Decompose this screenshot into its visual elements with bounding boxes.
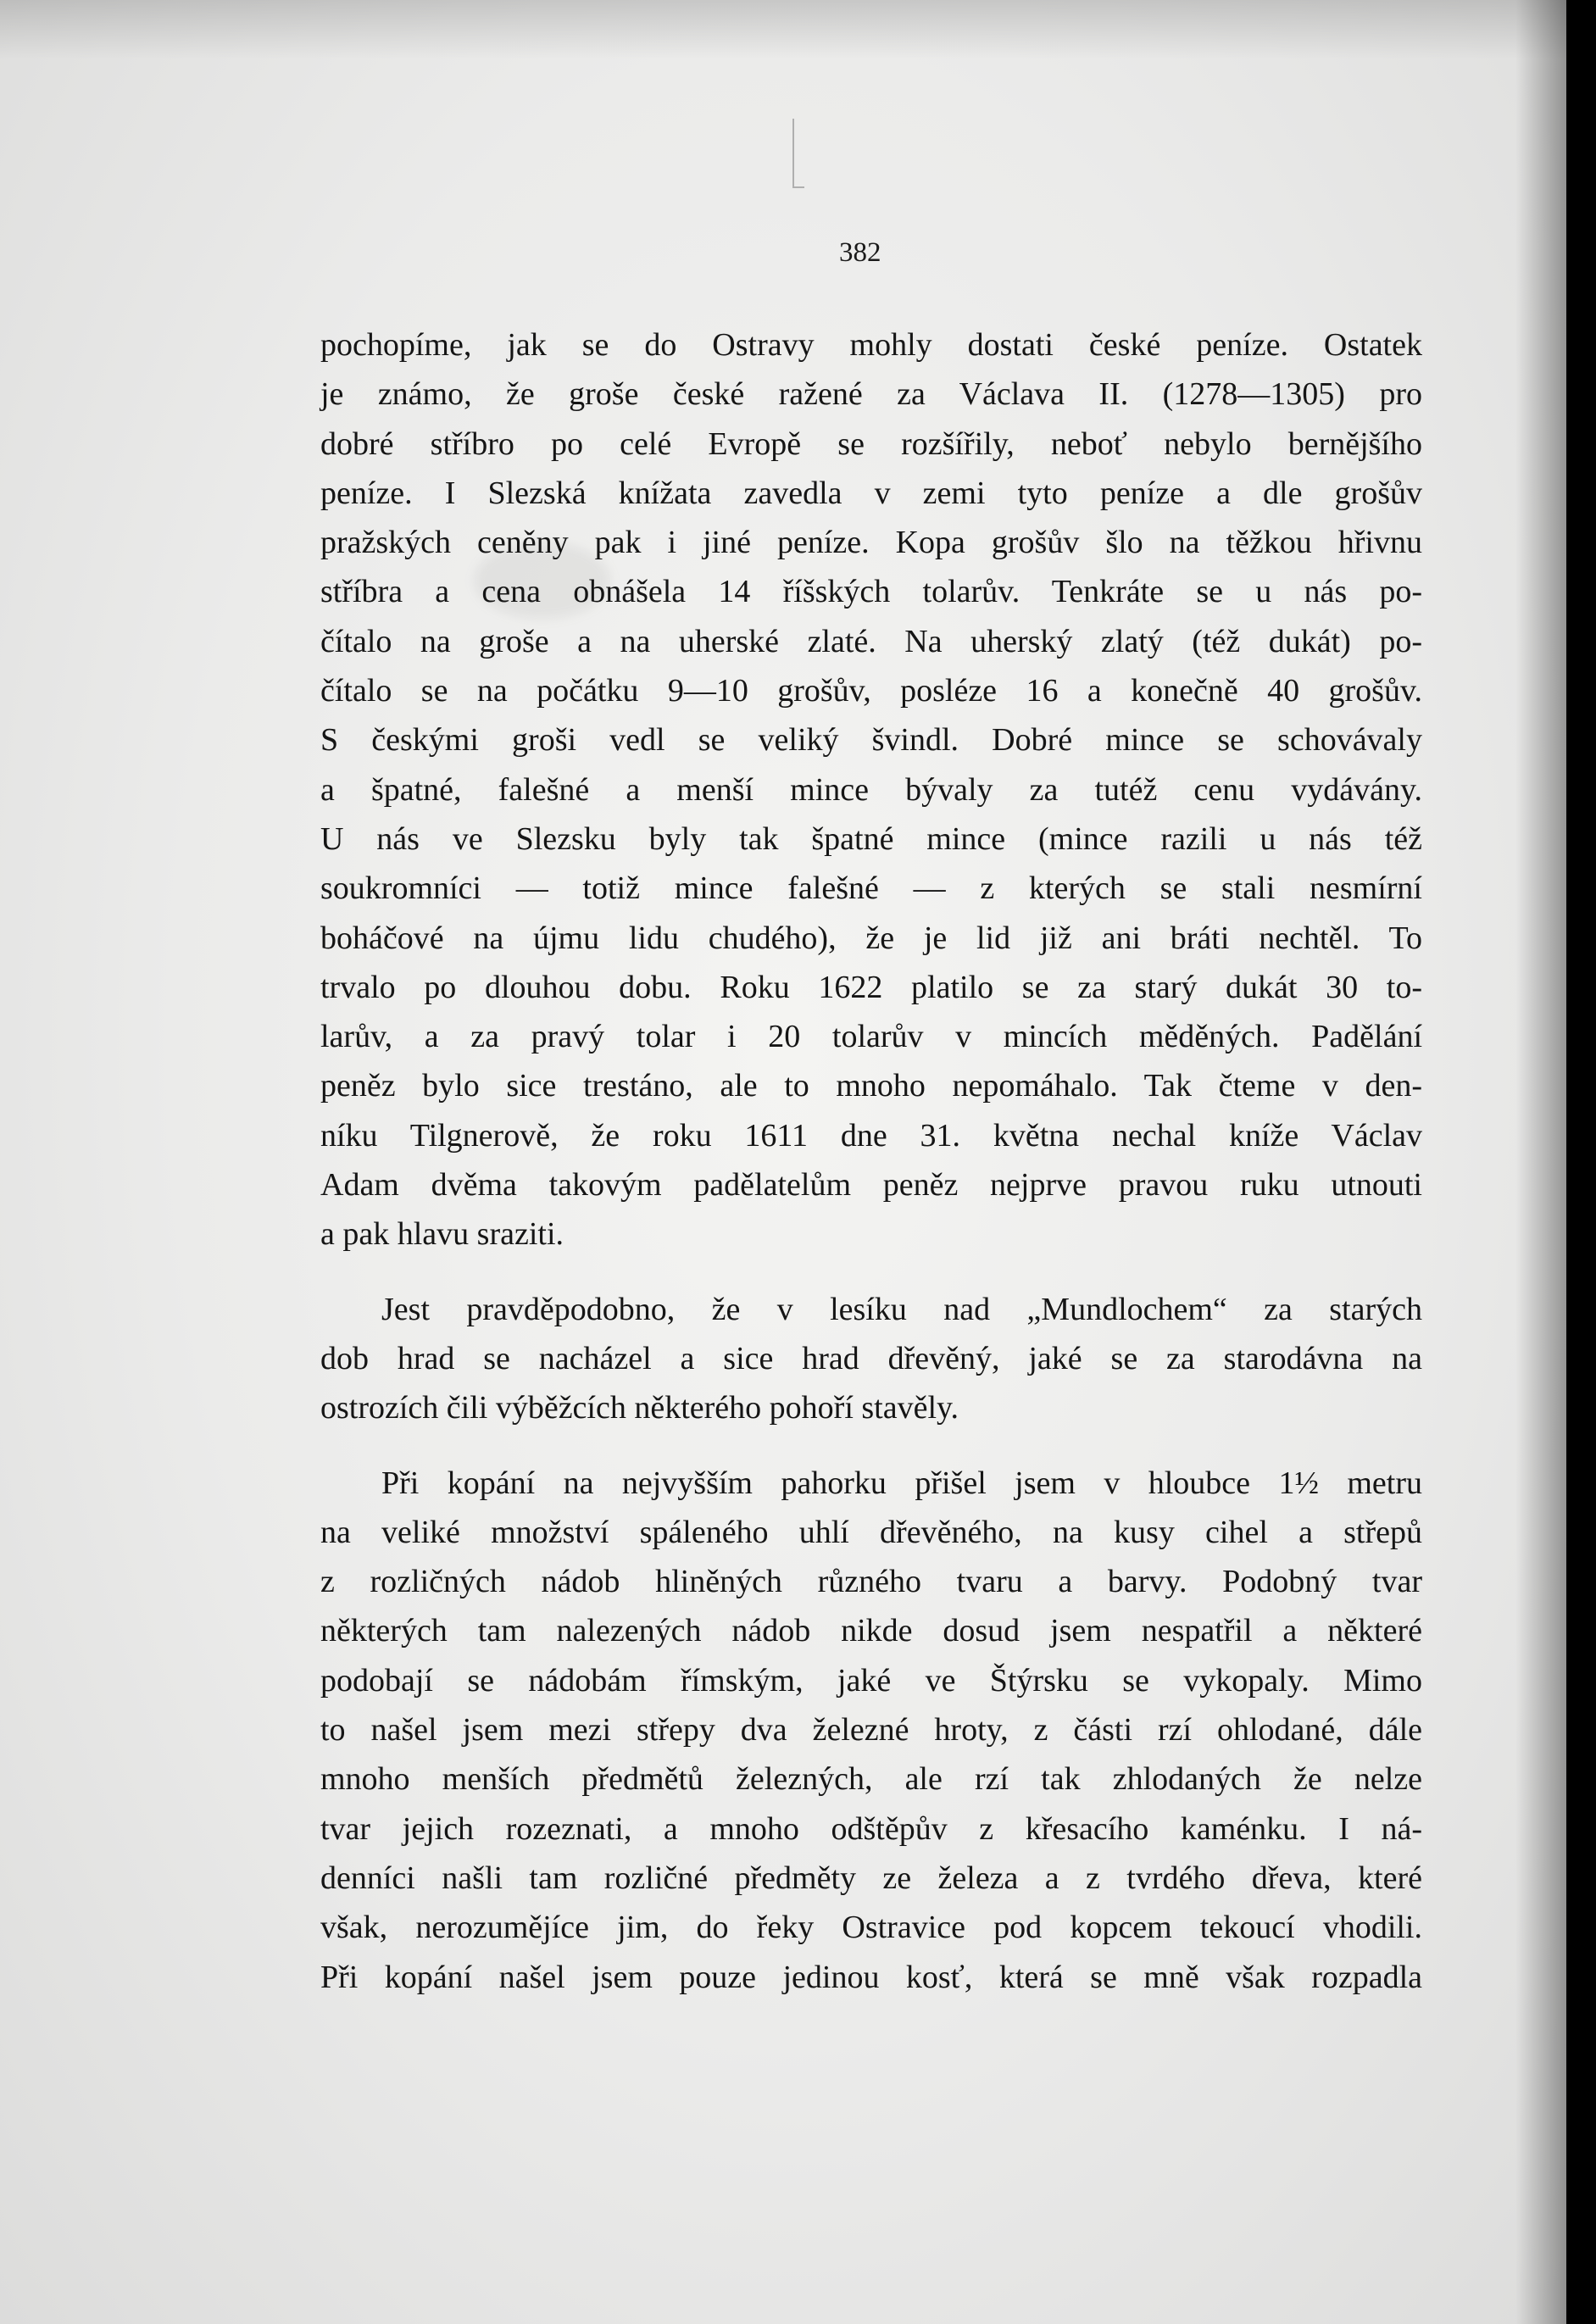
paragraph-castle xyxy=(320,1285,1422,1433)
paragraph-coins xyxy=(320,320,1422,1259)
text-line: níku Tilgnerově, že roku 1611 dne 31. května nechal kníže Václav xyxy=(320,1117,1422,1154)
text-line: U nás ve Slezsku byly tak špatné mince (mince razili u nás též xyxy=(320,820,1422,857)
text-line: S českými groši vedl se veliký švindl. Dobré mince se schovávaly xyxy=(320,722,1422,759)
text-line: podobají se nádobám římským, jaké ve Štýrsku se vykopaly. Mimo xyxy=(320,1662,1422,1699)
text-line: a špatné, falešné a menší mince bývaly za tutéž cenu vydávány. xyxy=(320,771,1422,808)
text-line: čítalo na groše a na uherské zlaté. Na uherský zlatý (též dukát) po- xyxy=(320,623,1422,659)
text-line: dob hrad se nacházel a sice hrad dřevěný, jaké se za starodávna na xyxy=(320,1340,1422,1376)
text-line: pražských ceněny pak i jiné peníze. Kopa grošův šlo na těžkou hřivnu xyxy=(320,525,1422,561)
page-number: 382 xyxy=(839,237,881,268)
text-line: čítalo se na počátku 9—10 grošův, posléze 16 a konečně 40 grošův. xyxy=(320,673,1422,709)
paragraph-excavation xyxy=(320,1459,1422,2002)
right-scan-shadow xyxy=(1515,0,1566,2324)
text-line: Při kopání na nejvyšším pahorku přišel jsem v hloubce 1½ metru xyxy=(381,1465,1422,1501)
text-line: některých tam nalezených nádob nikde dosud jsem nespatřil a některé xyxy=(320,1613,1422,1649)
top-scan-shadow xyxy=(0,0,1566,59)
text-line: na veliké množství spáleného uhlí dřevěného, na kusy cihel a střepů xyxy=(320,1514,1422,1550)
paragraph-gap xyxy=(320,1433,1422,1459)
text-line: stříbra a cena obnášela 14 říšských tolarův. Tenkráte se u nás po- xyxy=(320,574,1422,610)
scan-artifact-mark xyxy=(792,119,804,188)
text-line: mnoho menších předmětů železných, ale rzí tak zhlodaných že nelze xyxy=(320,1761,1422,1798)
text-line: a pak hlavu sraziti. xyxy=(320,1216,564,1253)
text-line: peníze. I Slezská knížata zavedla v zemi tyto peníze a dle grošův xyxy=(320,475,1422,511)
text-line: trvalo po dlouhou dobu. Roku 1622 platilo se za starý dukát 30 to- xyxy=(320,969,1422,1005)
text-line: boháčové na újmu lidu chudého), že je lid již ani bráti nechtěl. To xyxy=(320,920,1422,956)
text-line: dobré stříbro po celé Evropě se rozšířily, neboť nebylo bernějšího xyxy=(320,425,1422,462)
body-text xyxy=(320,320,1422,2002)
text-line: Jest pravděpodobno, že v lesíku nad „Mundlochem“ za starých xyxy=(381,1291,1422,1327)
text-line: pochopíme, jak se do Ostravy mohly dostati české peníze. Ostatek xyxy=(320,327,1422,363)
paragraph-gap xyxy=(320,1259,1422,1285)
text-line: však, nerozumějíce jim, do řeky Ostravice pod kopcem tekoucí vhodili. xyxy=(320,1910,1422,1946)
text-line: peněz bylo sice trestáno, ale to mnoho nepomáhalo. Tak čteme v den- xyxy=(320,1068,1422,1104)
text-line: denníci našli tam rozličné předměty ze železa a z tvrdého dřeva, které xyxy=(320,1860,1422,1896)
text-line: larův, a za pravý tolar i 20 tolarův v mincích měděných. Padělání xyxy=(320,1019,1422,1055)
text-line: soukromníci — totiž mince falešné — z kterých se stali nesmírní xyxy=(320,870,1422,907)
text-line: Adam dvěma takovým padělatelům peněz nejprve pravou ruku utnouti xyxy=(320,1167,1422,1204)
text-line: je známo, že groše české ražené za Václava II. (1278—1305) pro xyxy=(320,376,1422,413)
text-line: ostrozích čili výběžcích některého pohoří stavěly. xyxy=(320,1390,959,1426)
text-line: z rozličných nádob hliněných různého tvaru a barvy. Podobný tvar xyxy=(320,1564,1422,1600)
text-line: tvar jejich rozeznati, a mnoho odštěpův z křesacího kaménku. I ná- xyxy=(320,1810,1422,1847)
text-line: to našel jsem mezi střepy dva železné hroty, z části rzí ohlodané, dále xyxy=(320,1712,1422,1749)
text-line: Při kopání našel jsem pouze jedinou kosť, která se mně však rozpadla xyxy=(320,1959,1422,1995)
